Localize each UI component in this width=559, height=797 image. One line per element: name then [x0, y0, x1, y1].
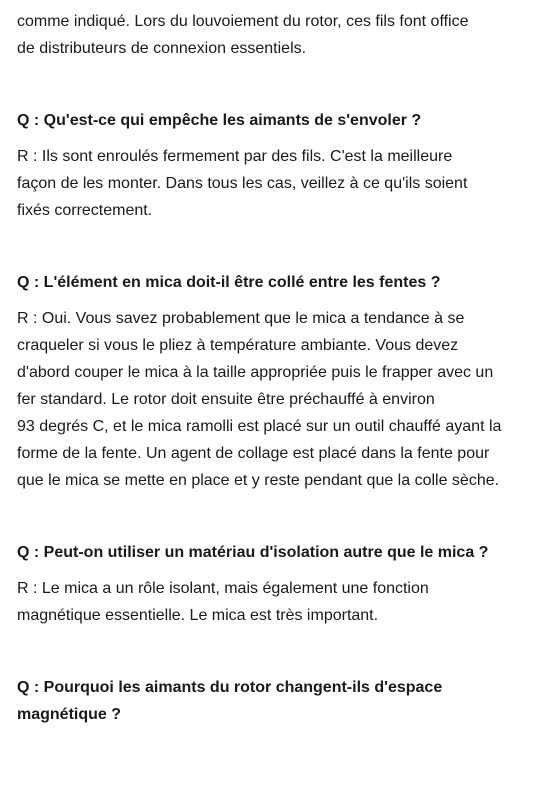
answer-line: d'abord couper le mica à la taille appropriée puis le frapper avec un: [17, 364, 494, 381]
question-line: Q : Pourquoi les aimants du rotor changent-ils d'espace: [17, 679, 443, 696]
answer-1: [17, 143, 547, 224]
answer-line: forme de la fente. Un agent de collage est placé dans la fente pour: [17, 445, 490, 462]
question-2: [17, 269, 547, 296]
document-page: [17, 8, 547, 737]
answer-line: R : Ils sont enroulés fermement par des fils. C'est la meilleure: [17, 148, 453, 165]
answer-line: R : Le mica a un rôle isolant, mais également une fonction: [17, 580, 429, 597]
question-line: Q : Peut-on utiliser un matériau d'isolation autre que le mica ?: [17, 544, 489, 561]
answer-3: [17, 575, 547, 629]
answer-line: craqueler si vous le pliez à température ambiante. Vous devez: [17, 337, 459, 354]
answer-line: fer standard. Le rotor doit ensuite être préchauffé à environ: [17, 391, 435, 408]
answer-line: fixés correctement.: [17, 202, 153, 219]
answer-line: R : Oui. Vous savez probablement que le mica a tendance à se: [17, 310, 465, 327]
answer-line: façon de les monter. Dans tous les cas, veillez à ce qu'ils soient: [17, 175, 468, 192]
question-line: Q : Qu'est-ce qui empêche les aimants de s'envoler ?: [17, 112, 422, 129]
question-line: Q : L'élément en mica doit-il être collé entre les fentes ?: [17, 274, 441, 291]
question-1: [17, 107, 547, 134]
intro-paragraph: [17, 8, 547, 62]
answer-line: 93 degrés C, et le mica ramolli est placé sur un outil chauffé ayant la: [17, 418, 502, 435]
answer-line: que le mica se mette en place et y reste pendant que la colle sèche.: [17, 472, 500, 489]
intro-line: de distributeurs de connexion essentiels.: [17, 40, 307, 57]
answer-line: magnétique essentielle. Le mica est très important.: [17, 607, 379, 624]
question-3: [17, 539, 547, 566]
answer-2: [17, 305, 547, 494]
question-line: magnétique ?: [17, 706, 122, 723]
question-4: [17, 674, 547, 728]
intro-line: comme indiqué. Lors du louvoiement du rotor, ces fils font office: [17, 13, 469, 30]
